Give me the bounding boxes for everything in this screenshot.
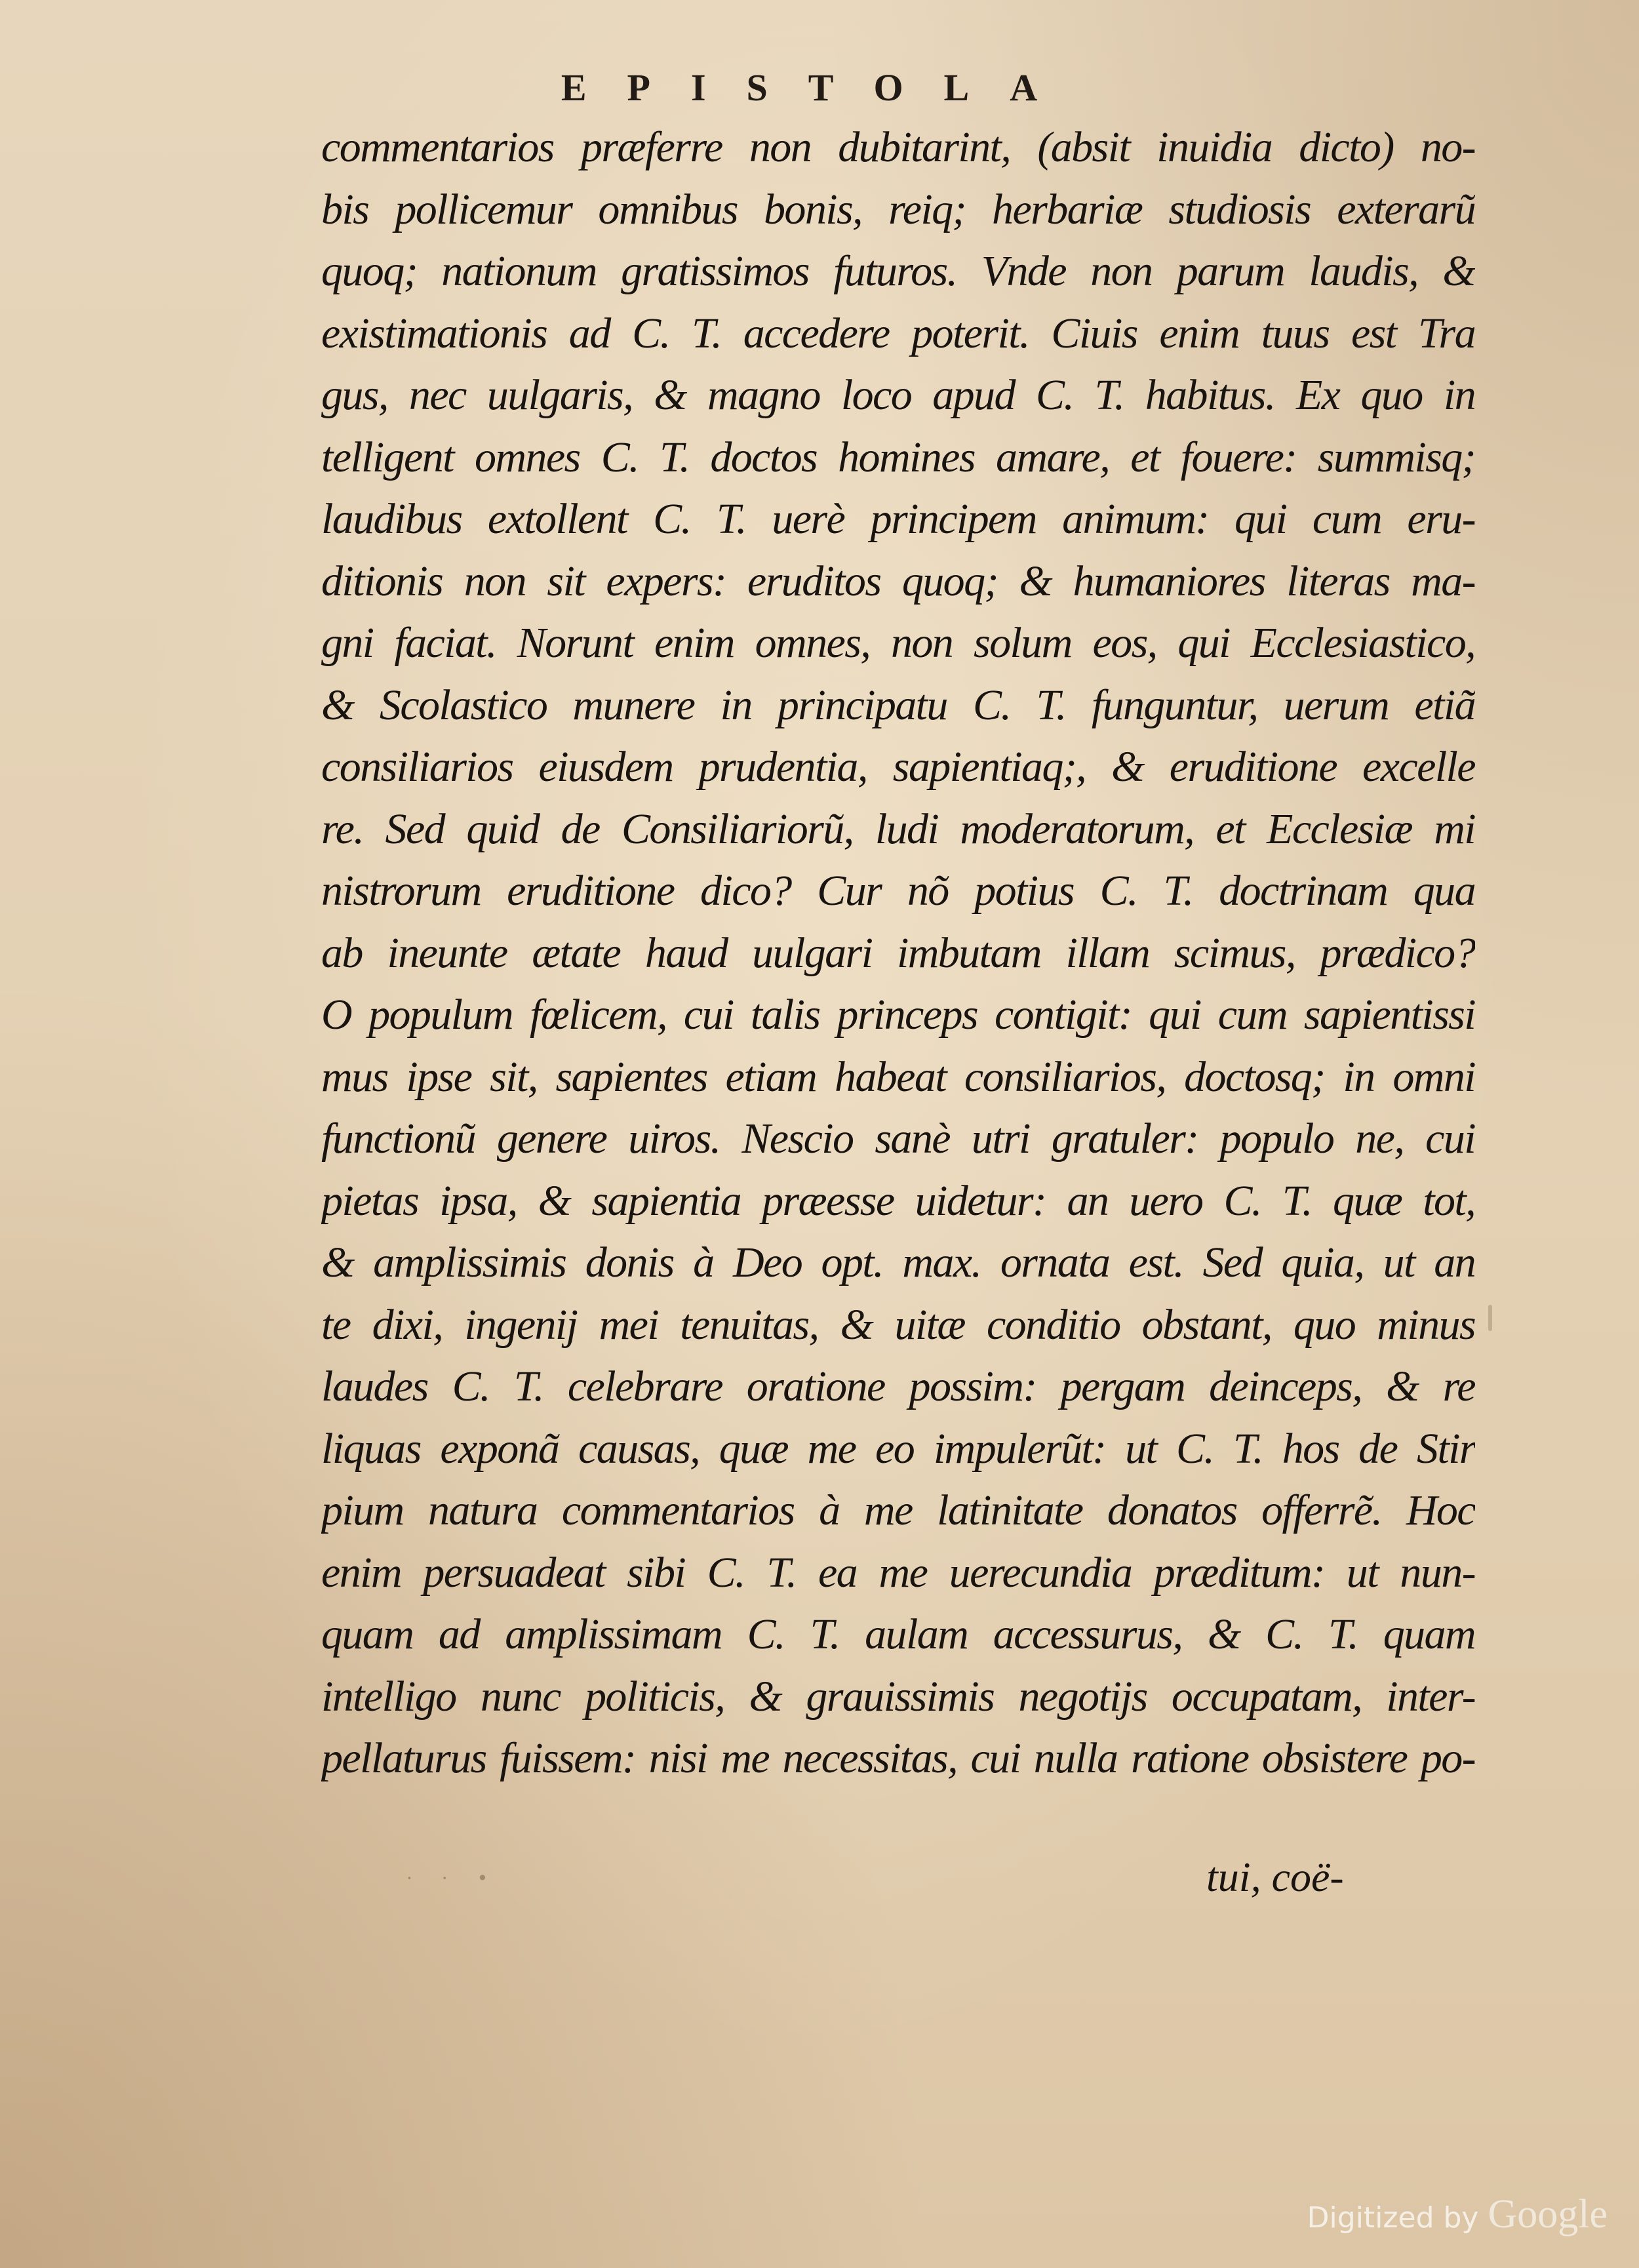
text-line: & Scolastico munere in principatu C. T. funguntur, uerum etiã	[321, 681, 1475, 729]
text-line: re. Sed quid de Consiliariorũ, ludi moderatorum, et Ecclesiæ mi	[321, 805, 1475, 853]
text-line: O populum fœlicem, cui talis princeps contigit: qui cum sapientissi	[321, 991, 1475, 1039]
text-line: nistrorum eruditione dico? Cur nõ potius C. T. doctrinam qua	[321, 867, 1475, 915]
text-line: ditionis non sit expers: eruditos quoq; & humaniores literas ma-	[321, 557, 1475, 605]
text-line: & amplissimis donis à Deo opt. max. ornata est. Sed quia, ut an	[321, 1239, 1475, 1286]
text-line: quam ad amplissimam C. T. aulam accessurus, & C. T. quam	[321, 1610, 1475, 1658]
text-line: gus, nec uulgaris, & magno loco apud C. T. habitus. Ex quo in	[321, 371, 1475, 419]
paper-crease	[1488, 1305, 1492, 1331]
text-line: existimationis ad C. T. accedere poterit. Ciuis enim tuus est Tra	[321, 309, 1475, 357]
text-line: pium natura commentarios à me latinitate donatos offerrẽ. Hoc	[321, 1486, 1475, 1534]
text-line: mus ipse sit, sapientes etiam habeat consiliarios, doctosq; in omni	[321, 1052, 1475, 1101]
text-line: te dixi, ingenij mei tenuitas, & uitæ conditio obstant, quo minus	[321, 1300, 1475, 1349]
text-line: commentarios præferre non dubitarint, (absit inuidia dicto) no-	[321, 123, 1475, 171]
text-line: intelligo nunc politicis, & grauissimis negotijs occupatam, inter-	[321, 1672, 1475, 1721]
text-line: pellaturus fuissem: nisi me necessitas, cui nulla ratione obsistere po-	[321, 1734, 1475, 1782]
text-line: telligent omnes C. T. doctos homines amare, et fouere: summisq;	[321, 433, 1475, 481]
text-line: laudibus extollent C. T. uerè principem animum: qui cum eru-	[321, 495, 1475, 543]
text-line: ab ineunte ætate haud uulgari imbutam illam scimus, prædico?	[321, 928, 1475, 977]
catchword: tui, coë-	[1206, 1854, 1344, 1900]
digitization-watermark	[1307, 2191, 1608, 2238]
text-line: enim persuadeat sibi C. T. ea me uerecundia præditum: ut nun-	[321, 1548, 1475, 1597]
running-head: EPISTOLA	[561, 66, 1078, 109]
text-line: liquas exponã causas, quæ me eo impulerũt: ut C. T. hos de Stir	[321, 1424, 1475, 1473]
text-line: consiliarios eiusdem prudentia, sapientiaq;, & eruditione excelle	[321, 743, 1475, 791]
text-line: gni faciat. Norunt enim omnes, non solum eos, qui Ecclesiastico,	[321, 619, 1475, 667]
text-line: functionũ genere uiros. Nescio sanè utri gratuler: populo ne, cui	[321, 1115, 1475, 1163]
watermark-brand: Google	[1488, 2192, 1608, 2237]
text-line: quoq; nationum gratissimos futuros. Vnde non parum laudis, &	[321, 247, 1475, 295]
text-line: laudes C. T. celebrare oratione possim: pergam deinceps, & re	[321, 1363, 1475, 1410]
text-line: bis pollicemur omnibus bonis, reiq; herbariæ studiosis exterarũ	[321, 185, 1475, 233]
body-text	[321, 117, 1475, 1790]
watermark-prefix: Digitized by	[1307, 2201, 1479, 2235]
text-line: pietas ipsa, & sapientia præesse uidetur: an uero C. T. quæ tot,	[321, 1176, 1475, 1225]
ink-smudge: · · •	[406, 1867, 500, 1889]
